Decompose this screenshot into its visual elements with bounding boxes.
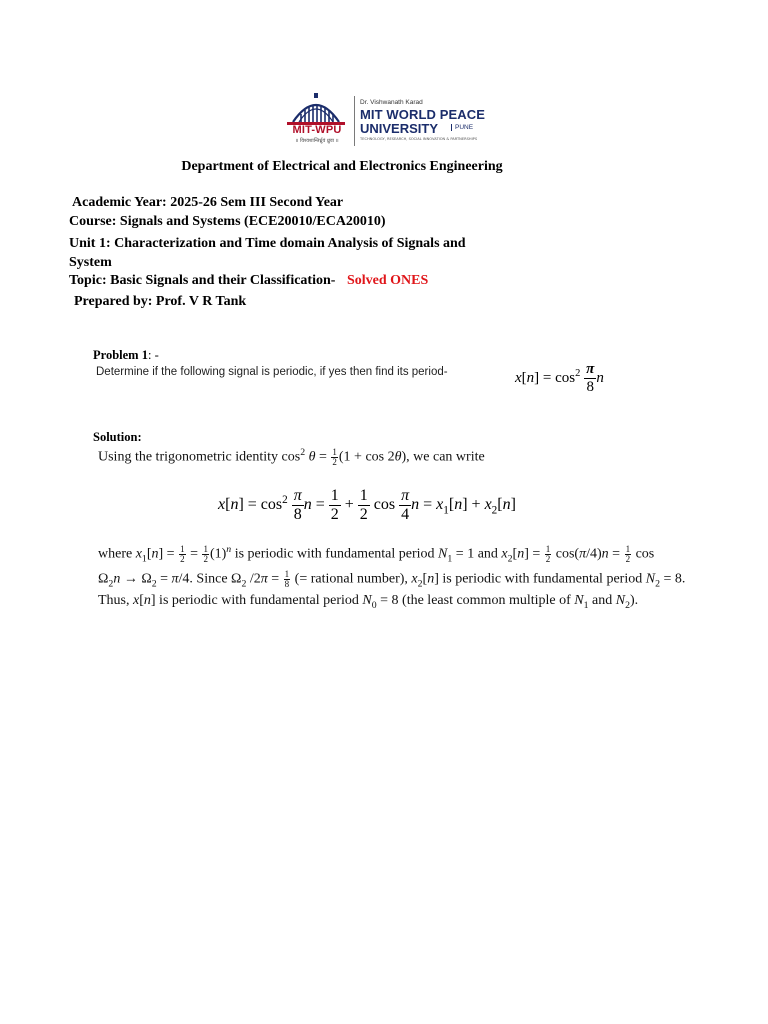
- logo-tagline: ॥ विश्वशान्तिर्ध्रुवं ध्रुवा ॥: [295, 138, 339, 144]
- topic-line: [69, 273, 428, 289]
- logo-brand-text: MIT-WPU: [292, 124, 342, 136]
- course-title: Course: Signals and Systems (ECE20010/ECA20010): [69, 214, 386, 229]
- department-title: Department of Electrical and Electronics Engineering: [181, 159, 503, 174]
- solution-line-3: Thus, x[n] is periodic with fundamental period $N_0 = 8$ (the least common multiple of $N_1$ and $N_2$).: [98, 593, 639, 611]
- academic-year: Academic Year: 2025-26 Sem III Second Year: [72, 195, 344, 210]
- solution-identity-line: Using the trigonometric identity $\cos^2 \theta$ = $\frac{1}{2}$ (1 + cos 2θ), we can write: [98, 447, 485, 467]
- problem-label: [93, 348, 159, 363]
- logo-name-line1: MIT WORLD PEACE: [360, 107, 485, 122]
- problem-statement: Determine if the following signal is periodic, if yes then find its period-: [96, 366, 448, 378]
- logo-divider: [354, 96, 355, 146]
- topic-highlight: Solved ONES: [346, 273, 429, 288]
- logo-subtitle: TECHNOLOGY, RESEARCH, SOCIAL INNOVATION & PARTNERSHIPS: [360, 137, 478, 141]
- university-logo: [283, 92, 488, 150]
- unit-title-line1: Unit 1: Characterization and Time domain Analysis of Signals and: [69, 236, 466, 251]
- problem-label-suffix: : -: [147, 348, 159, 362]
- problem-equation: $x[n] = \cos^2$ $\frac{\pi}{8}$ n: [515, 361, 604, 395]
- dome-icon: [285, 92, 347, 126]
- unit-title-line2: System: [69, 255, 112, 270]
- prepared-by: Prepared by: Prof. V R Tank: [74, 294, 247, 309]
- solution-line-2: $\Omega_2n \to \Omega_2 = \pi/4$. Since $\Omega_2$ /2π = $\frac{1}{8}$ (= rational number), $x_2[n]$ is periodic with fundamental period $N_2 = 8$.: [98, 569, 686, 590]
- problem-label-text: Problem 1: [93, 348, 148, 362]
- logo-city: PUNE: [451, 124, 473, 131]
- logo-founder: Dr. Vishwanath Karad: [360, 99, 423, 106]
- topic-label: Topic: Basic Signals and their Classification-: [69, 273, 336, 288]
- solution-expansion: $x[n] = \cos^2$ $\frac{\pi}{8}$ n = $\frac{1}{2}$ + $\frac{1}{2}$ cos $\frac{\pi}{4}$ $n = x_1[n] + x_2[n]$: [218, 487, 516, 523]
- solution-label: Solution:: [93, 430, 142, 444]
- logo-name-line2: UNIVERSITY: [360, 121, 439, 136]
- solution-line-1: where $x_1[n]$ = $\frac{1}{2}$ = $\frac{1}{2}$ $(1)^n$ is periodic with fundamental period $N_1 = 1$ and $x_2[n]$ = $\frac{1}{2}$ cos(π/4)n = $\frac{1}{2}$ cos: [98, 544, 655, 565]
